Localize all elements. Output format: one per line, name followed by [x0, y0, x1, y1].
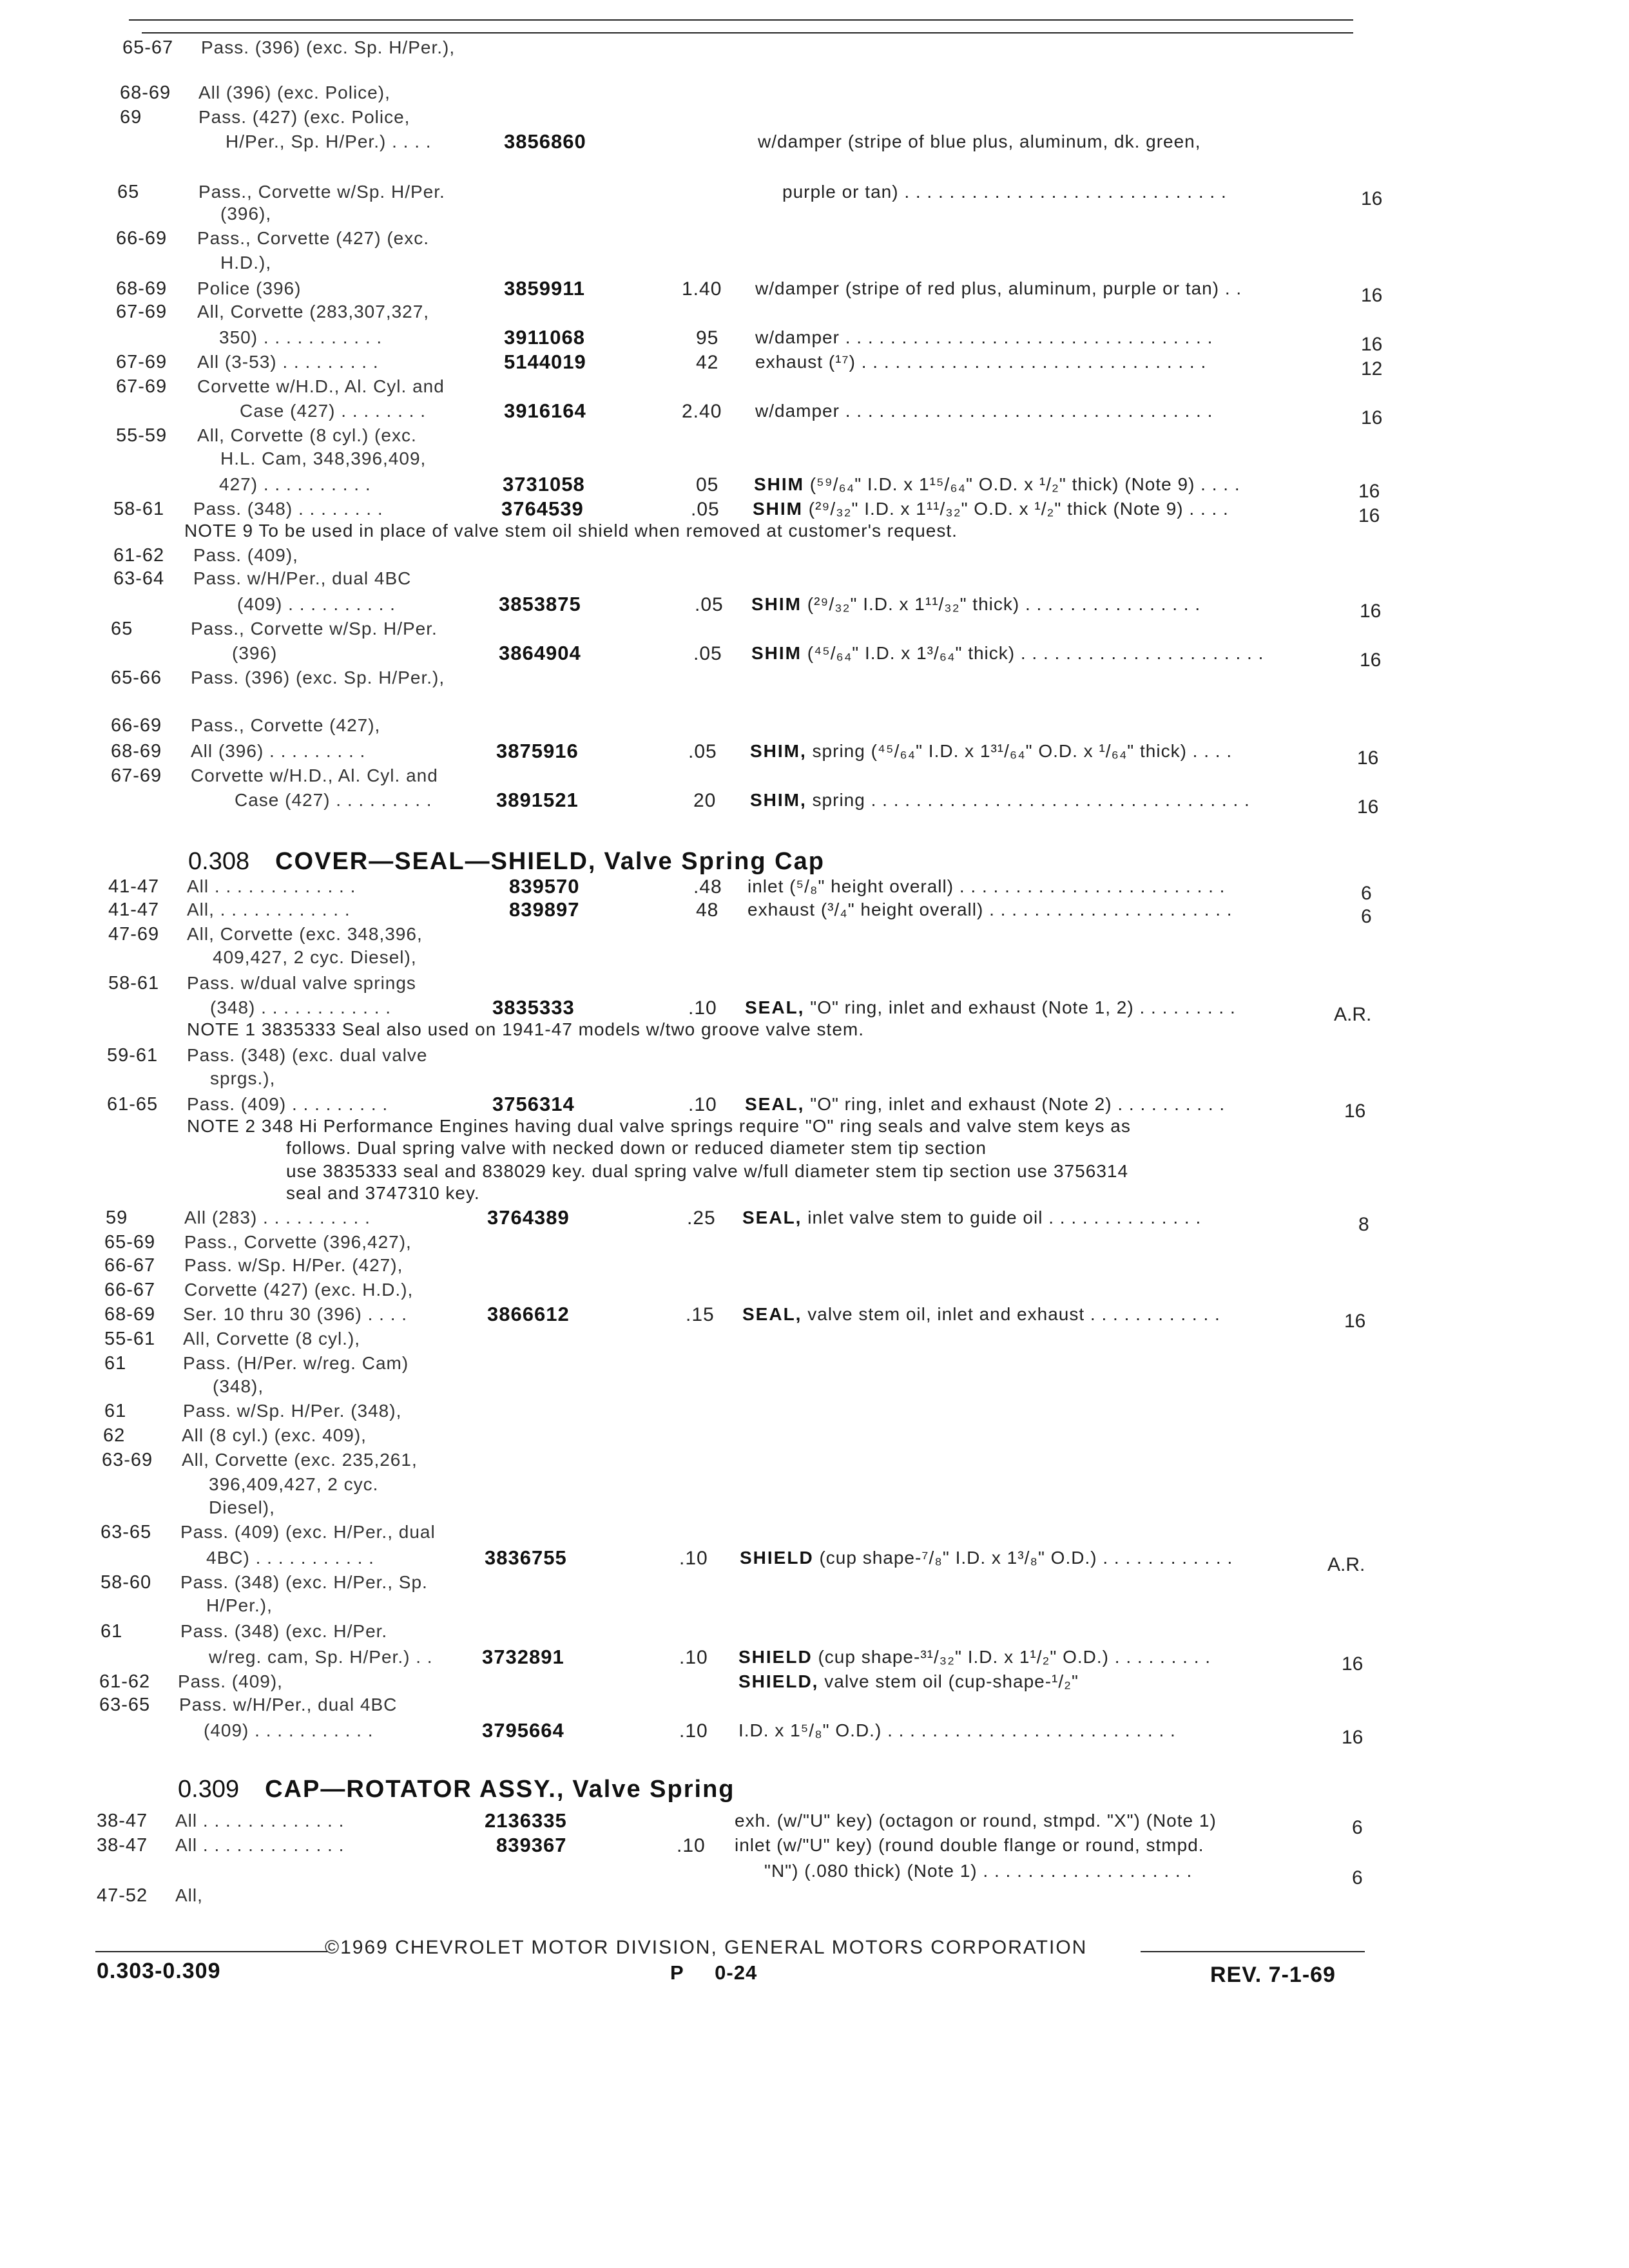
model-year: 58-61 — [108, 973, 160, 994]
application-text: All, Corvette (8 cyl.) (exc. — [197, 425, 417, 445]
model-year: 58-60 — [101, 1572, 152, 1593]
application-text: All, Corvette (283,307,327, — [197, 302, 430, 322]
part-description — [738, 1647, 1211, 1667]
model-year: 59 — [106, 1207, 128, 1228]
model-year: 61 — [104, 1401, 127, 1421]
section-title: CAP—ROTATOR ASSY., — [265, 1776, 565, 1803]
page-number: P 0-24 — [670, 1961, 758, 1984]
application-text: Pass. w/dual valve springs — [187, 973, 416, 993]
application-text: All . . . . . . . . . . . . . — [187, 876, 356, 896]
quantity: 16 — [1344, 1311, 1366, 1332]
quantity: 6 — [1361, 883, 1372, 904]
part-description — [755, 278, 1242, 299]
model-year: 67-69 — [116, 376, 168, 397]
model-year: 38-47 — [97, 1811, 148, 1831]
description-text: w/damper . . . . . . . . . . . . . . . . . . . . . . . . . . . . . . . . . — [755, 401, 1213, 421]
note-text: NOTE 1 3835333 Seal also used on 1941-47 models w/two groove valve stem. — [187, 1019, 865, 1039]
application-text: Pass. (348) (exc. dual valve — [187, 1045, 428, 1065]
part-number: 3911068 — [504, 326, 585, 349]
part-description — [740, 1548, 1233, 1568]
part-number: 5144019 — [504, 351, 586, 373]
quantity: 16 — [1360, 601, 1382, 622]
part-number: 3864904 — [499, 642, 581, 664]
part-number: 3795664 — [482, 1719, 564, 1742]
part-description — [782, 182, 1227, 202]
model-year: 61 — [101, 1621, 123, 1642]
description-text: exhaust (¹⁷) . . . . . . . . . . . . . . . . . . . . . . . . . . . . . . . — [755, 352, 1207, 372]
model-year: 63-69 — [102, 1450, 153, 1470]
application-text: All, Corvette (exc. 348,396, — [187, 924, 423, 944]
model-year: 61-62 — [99, 1671, 151, 1692]
description-text: I.D. x 1⁵/₈" O.D.) . . . . . . . . . . . . . . . . . . . . . . . . . . — [738, 1720, 1176, 1740]
part-description — [742, 1304, 1220, 1325]
model-year: 41-47 — [108, 876, 160, 897]
quantity: 16 — [1344, 1100, 1366, 1122]
application-text: (409) . . . . . . . . . . . — [204, 1720, 374, 1740]
model-year: 66-67 — [104, 1255, 156, 1276]
part-description — [738, 1671, 1079, 1692]
part-number: 2136335 — [485, 1809, 567, 1832]
application-text: w/reg. cam, Sp. H/Per.) . . — [209, 1647, 433, 1667]
part-description — [750, 741, 1232, 762]
application-text: Pass. w/H/Per., dual 4BC — [179, 1695, 398, 1715]
model-year: 67-69 — [111, 765, 162, 786]
price: .10 — [679, 1720, 708, 1742]
part-number: 839367 — [496, 1834, 567, 1856]
model-year: 47-52 — [97, 1885, 148, 1906]
price: .05 — [695, 594, 724, 615]
top-rule-2 — [142, 32, 1353, 34]
description-text: (cup shape-⁷/₈" I.D. x 1³/₈" O.D.) . . . . . . . . . . . . — [813, 1548, 1233, 1568]
part-name: SHIM — [754, 474, 804, 494]
quantity: 16 — [1361, 285, 1383, 306]
part-name: SHIM, — [750, 790, 807, 810]
application-text: 4BC) . . . . . . . . . . . — [206, 1548, 374, 1568]
part-number: 3836755 — [485, 1546, 567, 1569]
application-text: Pass. w/H/Per., dual 4BC — [193, 568, 412, 588]
application-text: All, Corvette (8 cyl.), — [183, 1329, 361, 1349]
application-text: Pass. w/Sp. H/Per. (427), — [184, 1255, 403, 1275]
part-number: 3853875 — [499, 593, 581, 615]
model-year: 65 — [117, 182, 140, 202]
price: .05 — [691, 499, 720, 520]
price: .25 — [687, 1207, 716, 1229]
quantity: 16 — [1342, 1653, 1364, 1675]
model-year: 68-69 — [116, 278, 168, 299]
part-description — [747, 876, 1225, 897]
price: .10 — [679, 1647, 708, 1668]
model-year: 65-69 — [104, 1232, 156, 1253]
application-text: (396) — [232, 643, 278, 663]
model-year: 63-64 — [113, 568, 165, 589]
price: 42 — [696, 352, 719, 373]
description-text: w/damper (stripe of blue plus, aluminum, dk. green, — [758, 131, 1201, 151]
model-year: 67-69 — [116, 302, 168, 322]
application-text: Pass. (348) (exc. H/Per. — [180, 1621, 388, 1641]
application-text: Pass., Corvette (396,427), — [184, 1232, 412, 1252]
quantity: 16 — [1357, 796, 1379, 818]
part-description — [764, 1861, 1192, 1881]
quantity: 16 — [1361, 334, 1383, 355]
application-text: Pass. (396) (exc. Sp. H/Per.), — [191, 668, 445, 687]
application-text: Case (427) . . . . . . . . . — [235, 790, 432, 810]
price: .05 — [693, 643, 722, 664]
footer-rule-left — [95, 1951, 327, 1952]
application-text: All . . . . . . . . . . . . . — [175, 1811, 345, 1831]
part-number: 3732891 — [482, 1646, 564, 1668]
note-text: NOTE 2 348 Hi Performance Engines having dual valve springs require "O" ring seals and valve stem keys as — [187, 1116, 1131, 1136]
part-name: SHIM — [751, 643, 802, 663]
part-number: 3875916 — [496, 740, 579, 762]
model-year: 68-69 — [120, 82, 171, 103]
description-text: inlet (⁵/₈" height overall) . . . . . . . . . . . . . . . . . . . . . . . . — [747, 876, 1226, 896]
application-text: Pass. (409), — [193, 545, 298, 565]
model-year: 66-69 — [116, 228, 168, 249]
model-year: 58-61 — [113, 499, 165, 519]
application-text: Pass. (H/Per. w/reg. Cam) — [183, 1353, 409, 1373]
application-text: Pass., Corvette (427), — [191, 715, 381, 735]
application-text: Corvette w/H.D., Al. Cyl. and — [191, 765, 438, 785]
model-year: 65-67 — [122, 37, 174, 58]
section-header — [188, 848, 825, 876]
application-text: All (396) . . . . . . . . . — [191, 741, 366, 761]
part-name: SHIM, — [750, 741, 807, 761]
application-text: Pass., Corvette (427) (exc. — [197, 228, 430, 248]
section-number: 0.308 — [188, 848, 250, 875]
application-text: All, — [175, 1885, 203, 1905]
model-year: 63-65 — [99, 1695, 151, 1715]
part-description — [745, 1094, 1225, 1115]
part-description — [758, 131, 1201, 152]
part-number: 839570 — [509, 875, 580, 898]
application-text: (348) . . . . . . . . . . . . — [210, 997, 392, 1017]
description-text: valve stem oil, inlet and exhaust . . . . . . . . . . . . — [802, 1304, 1220, 1324]
model-year: 66-67 — [104, 1280, 156, 1300]
section-subtitle: Valve Spring Cap — [604, 848, 825, 875]
description-text: purple or tan) . . . . . . . . . . . . . . . . . . . . . . . . . . . . . — [782, 182, 1227, 202]
application-text: All . . . . . . . . . . . . . — [175, 1835, 345, 1855]
application-text: sprgs.), — [210, 1068, 276, 1088]
part-description — [738, 1720, 1176, 1741]
description-text: (⁴⁵/₆₄" I.D. x 1³/₆₄" thick) . . . . . . . . . . . . . . . . . . . . . . — [802, 643, 1264, 663]
model-year: 59-61 — [107, 1045, 159, 1066]
model-year: 62 — [103, 1425, 126, 1446]
part-number: 3859911 — [504, 277, 585, 300]
quantity: 16 — [1357, 747, 1379, 769]
price: 1.40 — [682, 278, 722, 300]
part-name: SHIM — [753, 499, 803, 519]
model-year: 61-62 — [113, 545, 165, 566]
model-year: 38-47 — [97, 1835, 148, 1856]
section-header — [178, 1776, 735, 1803]
note-text: use 3835333 seal and 838029 key. dual spring valve w/full diameter stem tip section use 3756314 — [286, 1161, 1129, 1181]
part-description — [755, 327, 1213, 348]
application-text: Corvette (427) (exc. H.D.), — [184, 1280, 414, 1300]
note-text: seal and 3747310 key. — [286, 1183, 480, 1203]
application-text: All, . . . . . . . . . . . . — [187, 899, 351, 919]
application-text: Case (427) . . . . . . . . — [240, 401, 426, 421]
revision: REV. 7-1-69 — [1210, 1963, 1336, 1987]
description-text: inlet (w/"U" key) (round double flange or round, stmpd. — [735, 1835, 1204, 1855]
part-description — [751, 643, 1264, 664]
model-year: 55-61 — [104, 1329, 156, 1349]
quantity: 6 — [1352, 1867, 1363, 1888]
copyright: ©1969 CHEVROLET MOTOR DIVISION, GENERAL MOTORS CORPORATION — [325, 1937, 1088, 1958]
price: .10 — [677, 1835, 706, 1856]
application-text: All, Corvette (exc. 235,261, — [182, 1450, 418, 1470]
model-year: 47-69 — [108, 924, 160, 945]
price: 95 — [696, 327, 719, 349]
quantity: 16 — [1358, 505, 1380, 526]
part-description — [755, 401, 1213, 421]
description-text: (cup shape-³¹/₃₂" I.D. x 1¹/₂" O.D.) . . . . . . . . . — [812, 1647, 1211, 1667]
application-text: All (283) . . . . . . . . . . — [184, 1207, 371, 1227]
part-name: SHIELD — [738, 1647, 813, 1667]
part-description — [750, 790, 1250, 811]
model-year: 69 — [120, 107, 142, 128]
part-description — [754, 474, 1240, 495]
section-number: 0.309 — [178, 1776, 240, 1803]
price: .05 — [688, 741, 717, 762]
description-text: w/damper (stripe of red plus, aluminum, purple or tan) . . — [755, 278, 1242, 298]
application-text: Ser. 10 thru 30 (396) . . . . — [183, 1304, 408, 1324]
application-text: Pass. w/Sp. H/Per. (348), — [183, 1401, 402, 1421]
price: .10 — [688, 1094, 717, 1115]
footer-rule-right — [1141, 1951, 1365, 1952]
model-year: 61 — [104, 1353, 127, 1374]
quantity: A.R. — [1334, 1004, 1372, 1025]
description-text: exhaust (³/₄" height overall) . . . . . . . . . . . . . . . . . . . . . . — [747, 899, 1233, 919]
price: .10 — [679, 1548, 708, 1569]
model-year: 65 — [111, 619, 133, 639]
application-text: Pass. (409) . . . . . . . . . — [187, 1094, 389, 1114]
application-text: H.D.), — [220, 253, 272, 273]
description-text: spring . . . . . . . . . . . . . . . . . . . . . . . . . . . . . . . . . . — [806, 790, 1250, 810]
model-year: 67-69 — [116, 352, 168, 372]
part-name: SEAL, — [742, 1304, 802, 1324]
part-description — [753, 499, 1229, 519]
part-description — [745, 997, 1236, 1018]
description-text: (²⁹/₃₂" I.D. x 1¹¹/₃₂" O.D. x ¹/₂" thick (Note 9) . . . . — [803, 499, 1229, 519]
price: 20 — [693, 790, 717, 811]
section-range: 0.303-0.309 — [97, 1959, 221, 1983]
part-number: 3764389 — [487, 1206, 570, 1229]
model-year: 41-47 — [108, 899, 160, 920]
price: .10 — [688, 997, 717, 1019]
application-text: 350) . . . . . . . . . . . — [219, 327, 383, 347]
description-text: (²⁹/₃₂" I.D. x 1¹¹/₃₂" thick) . . . . . . . . . . . . . . . . — [802, 594, 1201, 614]
description-text: exh. (w/"U" key) (octagon or round, stmpd. "X") (Note 1) — [735, 1811, 1217, 1831]
model-year: 55-59 — [116, 425, 168, 446]
part-number: 3866612 — [487, 1303, 570, 1325]
application-text: (348), — [213, 1376, 264, 1396]
application-text: Corvette w/H.D., Al. Cyl. and — [197, 376, 445, 396]
model-year: 66-69 — [111, 715, 162, 736]
description-text: valve stem oil (cup-shape-¹/₂" — [818, 1671, 1079, 1691]
quantity: 8 — [1358, 1214, 1369, 1235]
note-text: follows. Dual spring valve with necked down or reduced diameter stem tip section — [286, 1138, 987, 1158]
price: 48 — [696, 899, 719, 921]
part-number: 3764539 — [501, 497, 584, 520]
section-subtitle: Valve Spring — [572, 1776, 735, 1803]
application-text: Pass., Corvette w/Sp. H/Per. — [198, 182, 445, 202]
application-text: All (8 cyl.) (exc. 409), — [182, 1425, 367, 1445]
price: 2.40 — [682, 401, 722, 422]
quantity: 16 — [1358, 481, 1380, 502]
model-year: 63-65 — [101, 1522, 152, 1542]
application-text: Pass. (409) (exc. H/Per., dual — [180, 1522, 436, 1542]
quantity: 16 — [1361, 407, 1383, 428]
part-name: SEAL, — [745, 1094, 805, 1114]
part-number: 3835333 — [492, 996, 575, 1019]
price: .15 — [686, 1304, 715, 1325]
quantity: 16 — [1361, 188, 1383, 209]
description-text: inlet valve stem to guide oil . . . . . . . . . . . . . . — [802, 1207, 1202, 1227]
part-description — [747, 899, 1233, 920]
quantity: A.R. — [1327, 1554, 1365, 1575]
model-year: 68-69 — [111, 741, 162, 762]
part-name: SEAL, — [745, 997, 805, 1017]
quantity: 16 — [1360, 649, 1382, 671]
application-text: H/Per., Sp. H/Per.) . . . . — [226, 131, 432, 151]
quantity: 12 — [1361, 358, 1383, 380]
application-text: 427) . . . . . . . . . . — [219, 474, 371, 494]
price: .48 — [693, 876, 722, 898]
part-name: SHIM — [751, 594, 802, 614]
description-text: "N") (.080 thick) (Note 1) . . . . . . . . . . . . . . . . . . . — [764, 1861, 1193, 1881]
model-year: 65-66 — [111, 668, 162, 688]
part-number: 3856860 — [504, 130, 586, 153]
application-text: (396), — [220, 204, 272, 224]
application-text: 409,427, 2 cyc. Diesel), — [213, 947, 417, 967]
section-title: COVER—SEAL—SHIELD, — [275, 848, 597, 875]
note-text: NOTE 9 To be used in place of valve stem oil shield when removed at customer's request. — [184, 521, 958, 541]
application-text: Police (396) — [197, 278, 302, 298]
application-text: Pass. (348) (exc. H/Per., Sp. — [180, 1572, 428, 1592]
description-text: w/damper . . . . . . . . . . . . . . . . . . . . . . . . . . . . . . . . . — [755, 327, 1213, 347]
part-description — [751, 594, 1200, 615]
part-description — [735, 1811, 1217, 1831]
price: 05 — [696, 474, 719, 495]
application-text: 396,409,427, 2 cyc. — [209, 1474, 379, 1494]
model-year: 61-65 — [107, 1094, 159, 1115]
model-year: 68-69 — [104, 1304, 156, 1325]
part-name: SHIELD — [740, 1548, 814, 1568]
description-text: spring (⁴⁵/₆₄" I.D. x 1³¹/₆₄" O.D. x ¹/₆₄" thick) . . . . — [806, 741, 1233, 761]
application-text: Pass., Corvette w/Sp. H/Per. — [191, 619, 438, 639]
part-name: SEAL, — [742, 1207, 802, 1227]
application-text: H.L. Cam, 348,396,409, — [220, 448, 427, 468]
part-description — [735, 1835, 1204, 1856]
part-description — [742, 1207, 1201, 1228]
application-text: H/Per.), — [206, 1595, 273, 1615]
part-name: SHIELD, — [738, 1671, 819, 1691]
part-number: 839897 — [509, 898, 580, 921]
application-text: Pass. (409), — [178, 1671, 283, 1691]
application-text: (409) . . . . . . . . . . — [237, 594, 396, 614]
part-number: 3756314 — [492, 1093, 575, 1115]
top-rule — [129, 19, 1353, 21]
quantity: 6 — [1361, 906, 1372, 927]
part-description — [755, 352, 1206, 372]
application-text: Pass. (427) (exc. Police, — [198, 107, 410, 127]
quantity: 16 — [1342, 1727, 1364, 1748]
description-text: "O" ring, inlet and exhaust (Note 1, 2) . . . . . . . . . — [804, 997, 1236, 1017]
application-text: Pass. (396) (exc. Sp. H/Per.), — [201, 37, 456, 57]
part-number: 3916164 — [504, 399, 586, 422]
application-text: All (396) (exc. Police), — [198, 82, 390, 102]
application-text: Diesel), — [209, 1497, 275, 1517]
description-text: "O" ring, inlet and exhaust (Note 2) . . . . . . . . . . — [804, 1094, 1226, 1114]
description-text: (⁵⁹/₆₄" I.D. x 1¹⁵/₆₄" O.D. x ¹/₂" thick) (Note 9) . . . . — [804, 474, 1240, 494]
application-text: All (3-53) . . . . . . . . . — [197, 352, 379, 372]
quantity: 6 — [1352, 1817, 1363, 1838]
part-number: 3891521 — [496, 789, 579, 811]
part-number: 3731058 — [503, 473, 585, 495]
application-text: Pass. (348) . . . . . . . . — [193, 499, 383, 519]
